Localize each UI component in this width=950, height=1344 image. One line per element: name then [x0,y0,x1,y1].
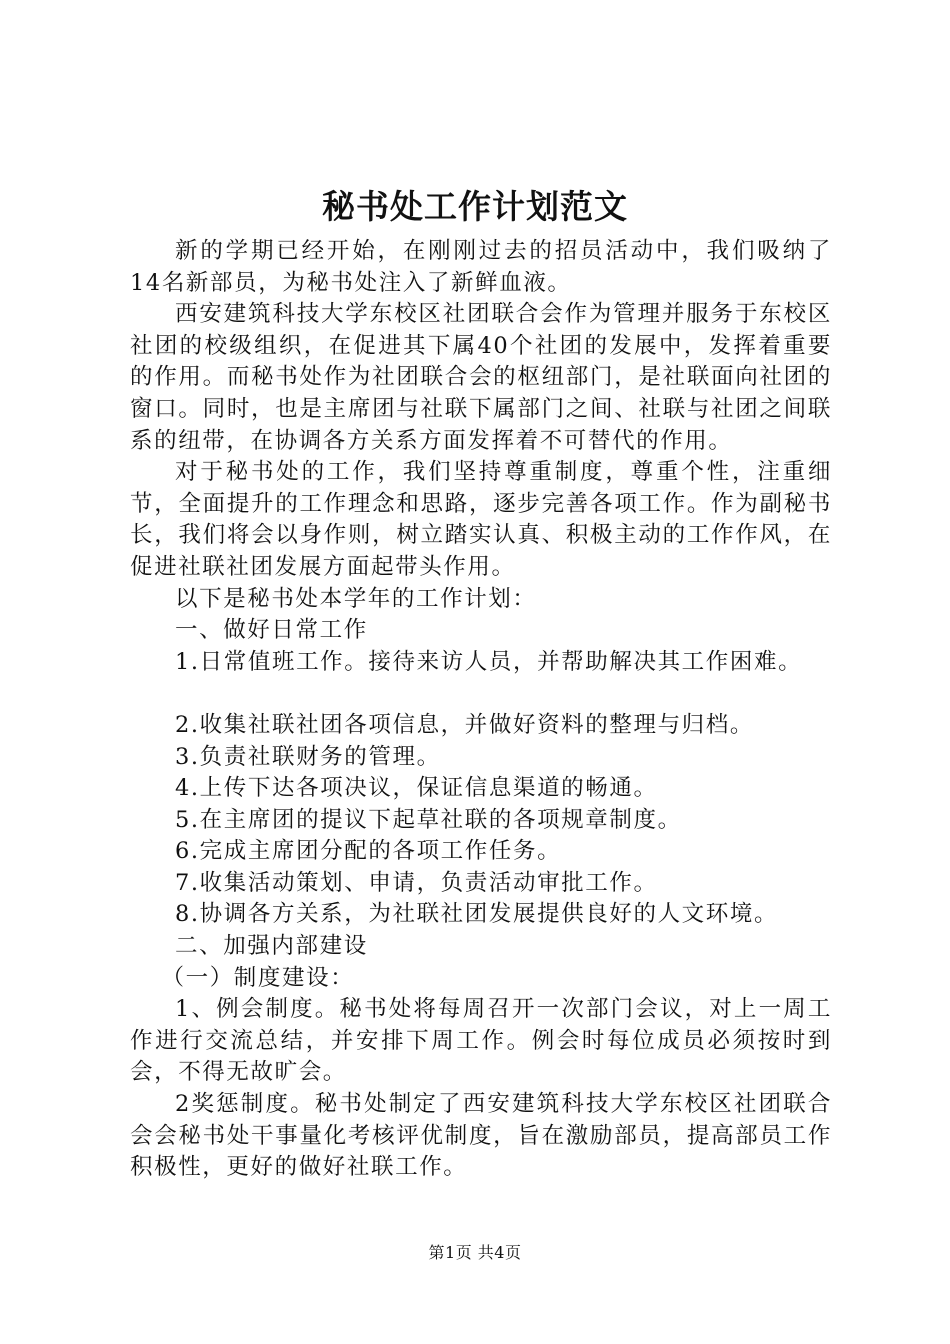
list-item: 6.完成主席团分配的各项工作任务。 [175,838,562,865]
paragraph-meeting-system: 1、例会制度。秘书处将每周召开一次部门会议，对上一周工作进行交流总结，并安排下周工作。例会时每位成员必须按时到会，不得无故旷会。 [130,996,832,1086]
paragraph-intro: 新的学期已经开始，在刚刚过去的招员活动中，我们吸纳了14名新部员，为秘书处注入了新鲜血液。 [130,238,832,296]
list-item: 5.在主席团的提议下起草社联的各项规章制度。 [175,806,682,833]
list-item: 7.收集活动策划、申请，负责活动审批工作。 [175,869,658,896]
list-item: 8.协调各方关系，为社联社团发展提供良好的人文环境。 [175,901,779,928]
list-item: 2.收集社联社团各项信息，并做好资料的整理与归档。 [175,711,754,738]
paragraph-plan-lead: 以下是秘书处本学年的工作计划： [175,585,537,612]
document-title: 秘书处工作计划范文 [322,187,628,226]
paragraph-reward-system: 2奖惩制度。秘书处制定了西安建筑科技大学东校区社团联合会会秘书处干事量化考核评优制度，旨在激励部员，提高部员工作积极性，更好的做好社联工作。 [130,1091,832,1181]
list-item: 1.日常值班工作。接待来访人员，并帮助解决其工作困难。 [175,648,803,675]
section-heading-daily-work: 一、做好日常工作 [175,617,368,644]
section-heading-internal-construction: 二、加强内部建设 [175,933,368,960]
list-item: 4.上传下达各项决议，保证信息渠道的畅通。 [175,775,658,802]
page-footer: 第1页 共4页 [428,1243,522,1262]
paragraph-organization: 西安建筑科技大学东校区社团联合会作为管理并服务于东校区社团的校级组织，在促进其下属40个社团的发展中，发挥着重要的作用。而秘书处作为社团联合会的枢纽部门，是社联面向社团的窗口。同时，也是主席团与社联下属部门之间、社联与社团之间联系的纽带，在协调各方关系方面发挥着不可替代的作用。 [130,301,832,454]
document-body [130,236,832,1184]
list-item: 3.负责社联财务的管理。 [175,743,441,770]
paragraph-work-philosophy: 对于秘书处的工作，我们坚持尊重制度，尊重个性，注重细节，全面提升的工作理念和思路，逐步完善各项工作。作为副秘书长，我们将会以身作则，树立踏实认真、积极主动的工作作风，在促进社联社团发展方面起带头作用。 [130,459,832,580]
subsection-heading-system: （一）制度建设： [161,964,355,991]
